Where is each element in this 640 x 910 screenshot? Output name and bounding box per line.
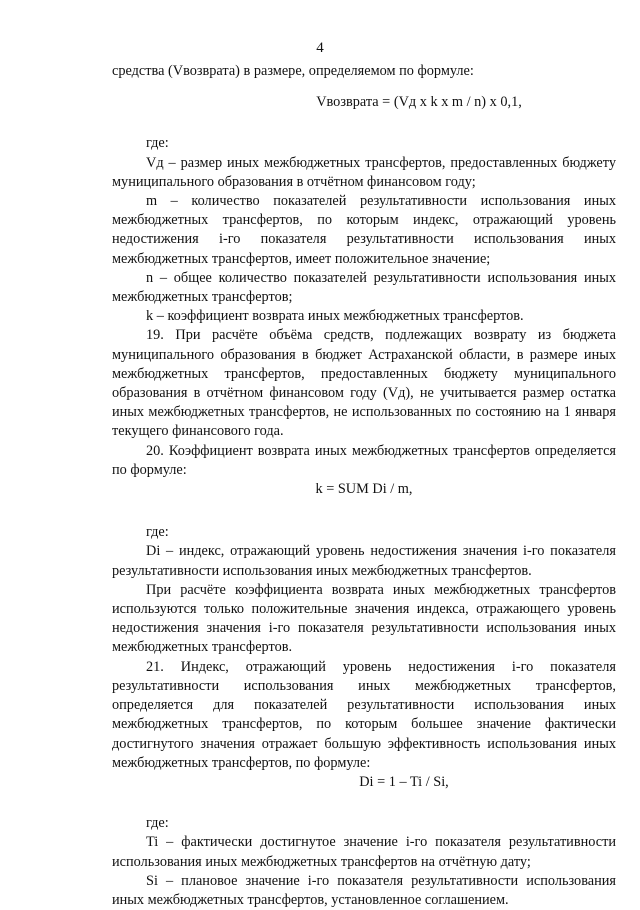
definition-si: Si – плановое значение i-го показателя результативности использования иных межбюджетных трансфертов, установленное соглашением. xyxy=(112,872,616,908)
where-label: где: xyxy=(146,135,169,152)
paragraph-calculation: При расчёте коэффициента возврата иных межбюджетных трансфертов используются только положительные значения индекса, отражающего уровень недостижения значения i-го показателя результативности использования иных межбюджетных трансфертов. xyxy=(112,581,616,656)
document-body xyxy=(112,62,616,910)
paragraph-21: 21. Индекс, отражающий уровень недостижения i-го показателя результативности использования иных межбюджетных трансфертов, определяется для показателей результативности использования иных межбюджетных трансфертов, по которым большее значение фактически достигнутого значения отражает большую эффективность использования иных межбюджетных трансфертов, по формуле: xyxy=(112,658,616,771)
definition-k: k – коэффициент возврата иных межбюджетных трансфертов. xyxy=(146,308,524,325)
formula-v-return: Vвозврата = (Vд x k x m / n) x 0,1, xyxy=(316,94,522,111)
paragraph-intro: средства (Vвозврата) в размере, определяемом по формуле: xyxy=(112,63,474,79)
definition-di: Di – индекс, отражающий уровень недостижения значения i-го показателя результативности использования иных межбюджетных трансфертов. xyxy=(112,543,616,579)
formula-di: Di = 1 – Ti / Si, xyxy=(359,773,449,790)
where-label: где: xyxy=(146,524,169,541)
paragraph-19: 19. При расчёте объёма средств, подлежащих возврату из бюджета муниципального образования в бюджет Астраханской области, в размере иных межбюджетных трансфертов, предоставленных бюджету муниципального образования в отчётном финансовом году (Vд), не учитывается размер остатка иных межбюджетных трансфертов, не использованных по состоянию на 1 января текущего финансового года. xyxy=(112,327,616,440)
definition-ti: Ti – фактически достигнутое значение i-го показателя результативности использования иных межбюджетных трансфертов на отчётную дату; xyxy=(112,834,616,870)
definition-m: m – количество показателей результативности использования иных межбюджетных трансфертов, по которым индекс, отражающий уровень недостижения i-го показателя результативности использования иных межбюджетных трансфертов, имеет положительное значение; xyxy=(112,193,616,267)
definition-vd: Vд – размер иных межбюджетных трансфертов, предоставленных бюджету муниципального образования в отчётном финансовом году; xyxy=(112,154,616,190)
where-label: где: xyxy=(146,815,169,832)
paragraph-20: 20. Коэффициент возврата иных межбюджетных трансфертов определяется по формуле: xyxy=(112,442,616,478)
formula-k: k = SUM Di / m, xyxy=(315,481,413,498)
page-number: 4 xyxy=(316,40,324,56)
definition-n: n – общее количество показателей результативности использования иных межбюджетных трансфертов; xyxy=(112,269,616,306)
